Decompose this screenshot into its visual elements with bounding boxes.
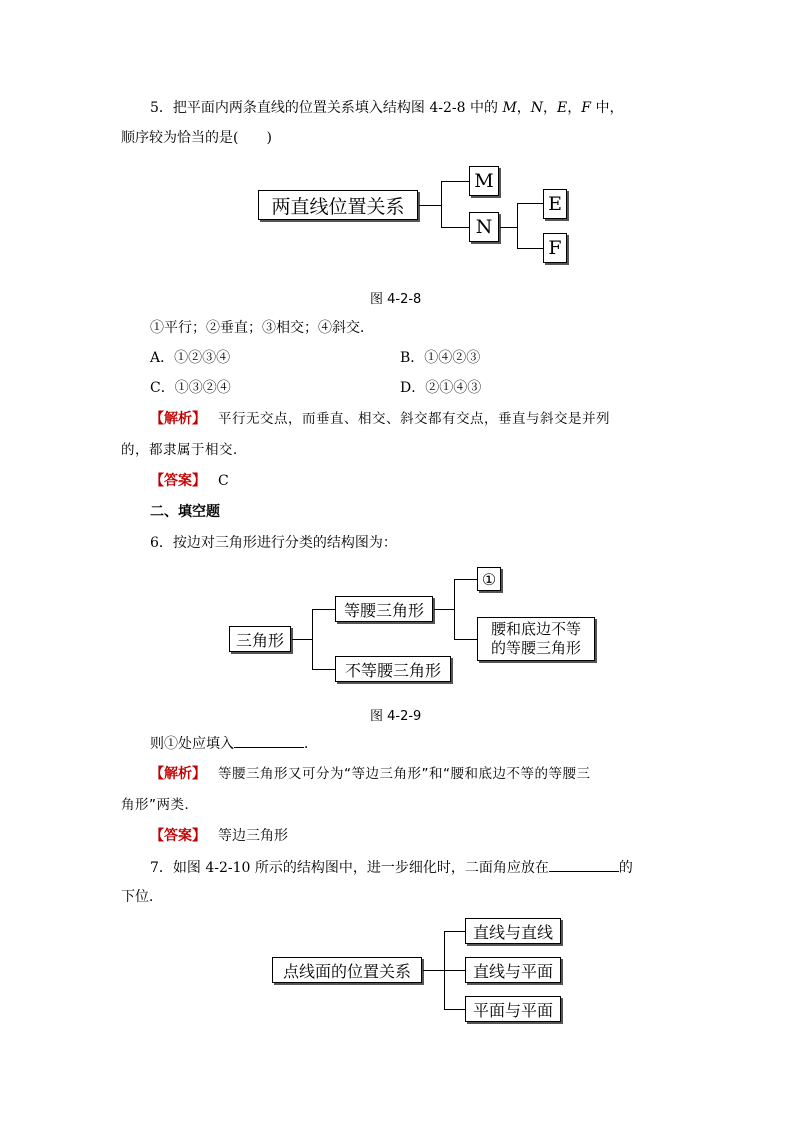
box-isosceles: 等腰三角形: [335, 596, 433, 622]
connector: [434, 609, 454, 610]
answer-label: 【答案】: [150, 473, 206, 489]
q5-answer: 【答案】 C: [150, 473, 229, 489]
q7-stem-line1: 7．如图 4-2-10 所示的结构图中，进一步细化时，二面角应放在 的: [150, 857, 633, 878]
box-f: F: [543, 233, 567, 263]
q7-stem-line2: 下位．: [121, 889, 163, 905]
connector: [454, 579, 477, 580]
connector: [517, 203, 518, 248]
connector: [312, 609, 335, 610]
q5-stem-line1: 5．把平面内两条直线的位置关系填入结构图 4-2-8 中的 M，N，E，F 中，: [150, 100, 624, 116]
q6-analysis-line1: 【解析】 等腰三角形又可分为“等边三角形”和“腰和底边不等的等腰三: [150, 766, 591, 782]
q5-stem-line2: 顺序较为恰当的是( ): [121, 130, 272, 146]
q6-fill: 则①处应填入 ．: [150, 733, 318, 754]
option-a: A．①②③④: [150, 350, 231, 366]
connector: [454, 639, 477, 640]
connector: [444, 1009, 465, 1010]
answer-blank: [234, 733, 304, 748]
box-line-line: 直线与直线: [465, 918, 561, 944]
connector: [517, 248, 543, 249]
connector: [441, 181, 442, 227]
var-f: F: [581, 100, 591, 116]
section-title-fill-in: 二、填空题: [150, 504, 220, 520]
var-m: M: [502, 100, 517, 116]
option-b: B．①④②③: [400, 350, 481, 366]
answer-label: 【答案】: [150, 828, 206, 844]
connector: [441, 181, 469, 182]
connector: [312, 669, 335, 670]
box-plane-plane: 平面与平面: [465, 996, 561, 1022]
analysis-label: 【解析】: [150, 766, 206, 782]
connector: [500, 227, 517, 228]
var-n: N: [530, 100, 544, 116]
connector: [423, 970, 444, 971]
box-n: N: [469, 212, 499, 242]
q5-analysis-line2: 的，都隶属于相交．: [121, 442, 247, 458]
q6-analysis-line2: 角形”两类．: [121, 797, 199, 813]
connector: [312, 609, 313, 669]
box-triangle: 三角形: [229, 626, 291, 652]
analysis-label: 【解析】: [150, 411, 206, 427]
connector: [441, 227, 469, 228]
q6-stem: 6．按边对三角形进行分类的结构图为：: [150, 535, 397, 551]
option-d: D．②①④③: [400, 380, 482, 396]
q5-items: ①平行；②垂直；③相交；④斜交．: [150, 320, 374, 336]
connector: [419, 205, 441, 206]
connector: [292, 639, 312, 640]
q6-answer: 【答案】 等边三角形: [150, 828, 288, 844]
box-blank-1: ①: [477, 567, 501, 591]
box-root-two-lines: 两直线位置关系: [258, 190, 418, 220]
connector: [517, 203, 543, 204]
connector: [444, 970, 465, 971]
caption-4-2-8: 图 4-2-8: [370, 292, 422, 307]
option-c: C．①③②④: [150, 380, 231, 396]
box-line-plane: 直线与平面: [465, 957, 561, 983]
box-non-isosceles: 不等腰三角形: [335, 656, 451, 682]
q5-analysis-line1: 【解析】 平行无交点，而垂直、相交、斜交都有交点，垂直与斜交是并列: [150, 411, 610, 427]
connector: [444, 931, 465, 932]
caption-4-2-9: 图 4-2-9: [370, 709, 422, 724]
box-point-line-plane: 点线面的位置关系: [272, 957, 422, 983]
box-scalene-isosceles: 腰和底边不等 的等腰三角形: [477, 617, 595, 661]
connector: [454, 579, 455, 639]
answer-blank: [549, 857, 619, 872]
box-m: M: [469, 166, 499, 196]
box-e: E: [543, 189, 567, 219]
var-e: E: [557, 100, 568, 116]
